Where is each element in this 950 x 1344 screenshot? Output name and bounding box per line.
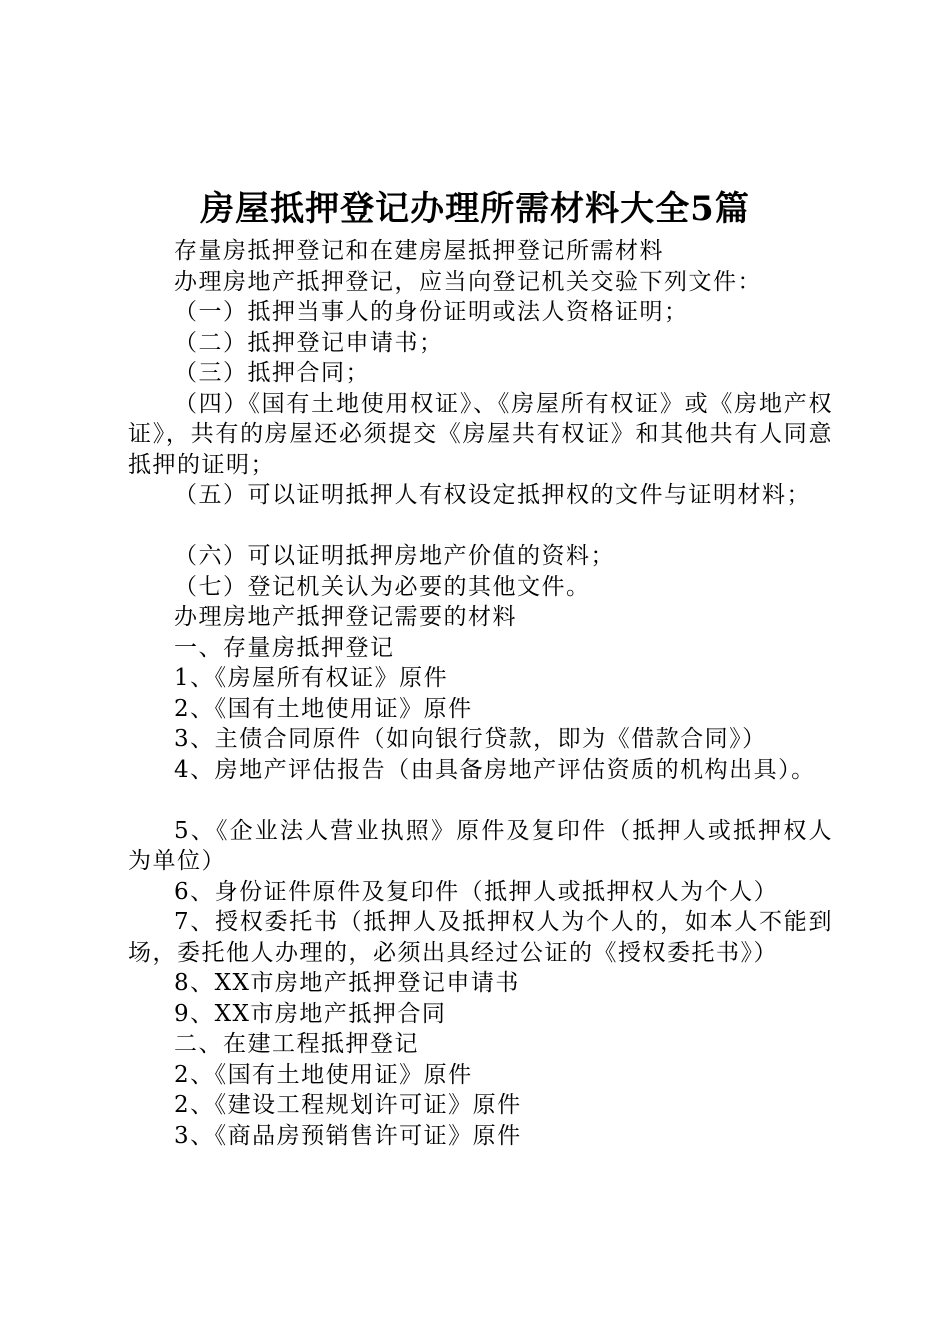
paragraph: 2、《国有土地使用证》原件 bbox=[174, 1061, 473, 1088]
paragraph: 7、授权委托书（抵押人及抵押权人为个人的，如本人不能到场，委托他人办理的，必须出具经过公证的《授权委托书》） bbox=[128, 909, 833, 966]
paragraph: 办理房地产抵押登记，应当向登记机关交验下列文件： bbox=[174, 268, 762, 295]
paragraph: 一、存量房抵押登记 bbox=[174, 634, 395, 661]
paragraph: （五）可以证明抵押人有权设定抵押权的文件与证明材料； bbox=[174, 482, 811, 508]
paragraph: 办理房地产抵押登记需要的材料 bbox=[174, 604, 517, 630]
paragraph: 3、《商品房预销售许可证》原件 bbox=[174, 1122, 522, 1149]
paragraph: （二）抵押登记申请书； bbox=[174, 329, 444, 356]
paragraph: 8、XX市房地产抵押登记申请书 bbox=[174, 970, 520, 996]
paragraph: 6、身份证件原件及复印件（抵押人或抵押权人为个人） bbox=[174, 878, 779, 905]
paragraph: （六）可以证明抵押房地产价值的资料； bbox=[174, 543, 615, 569]
paragraph: 存量房抵押登记和在建房屋抵押登记所需材料 bbox=[174, 238, 664, 264]
document-title: 房屋抵押登记办理所需材料大全5篇 bbox=[200, 189, 750, 229]
paragraph: （七）登记机关认为必要的其他文件。 bbox=[174, 573, 591, 600]
paragraph: （四）《国有土地使用权证》、《房屋所有权证》或《房地产权证》，共有的房屋还必须提交《房屋共有权证》和其他共有人同意抵押的证明； bbox=[128, 390, 833, 478]
paragraph: 2、《建设工程规划许可证》原件 bbox=[174, 1092, 522, 1118]
paragraph: 二、在建工程抵押登记 bbox=[174, 1031, 419, 1057]
paragraph: 1、《房屋所有权证》原件 bbox=[174, 665, 449, 691]
paragraph: 3、主债合同原件（如向银行贷款，即为《借款合同》） bbox=[174, 726, 767, 752]
paragraph: 2、《国有土地使用证》原件 bbox=[174, 695, 473, 722]
paragraph: 9、XX市房地产抵押合同 bbox=[174, 1000, 447, 1027]
paragraph: 4、房地产评估报告（由具备房地产评估资质的机构出具）。 bbox=[174, 756, 816, 783]
paragraph-gap bbox=[128, 511, 833, 542]
paragraph-gap bbox=[128, 785, 833, 816]
paragraph: （一）抵押当事人的身份证明或法人资格证明； bbox=[174, 299, 689, 325]
document-body bbox=[128, 236, 833, 1151]
paragraph: 5、《企业法人营业执照》原件及复印件（抵押人或抵押权人为单位） bbox=[128, 817, 833, 874]
paragraph: （三）抵押合同； bbox=[174, 360, 370, 386]
